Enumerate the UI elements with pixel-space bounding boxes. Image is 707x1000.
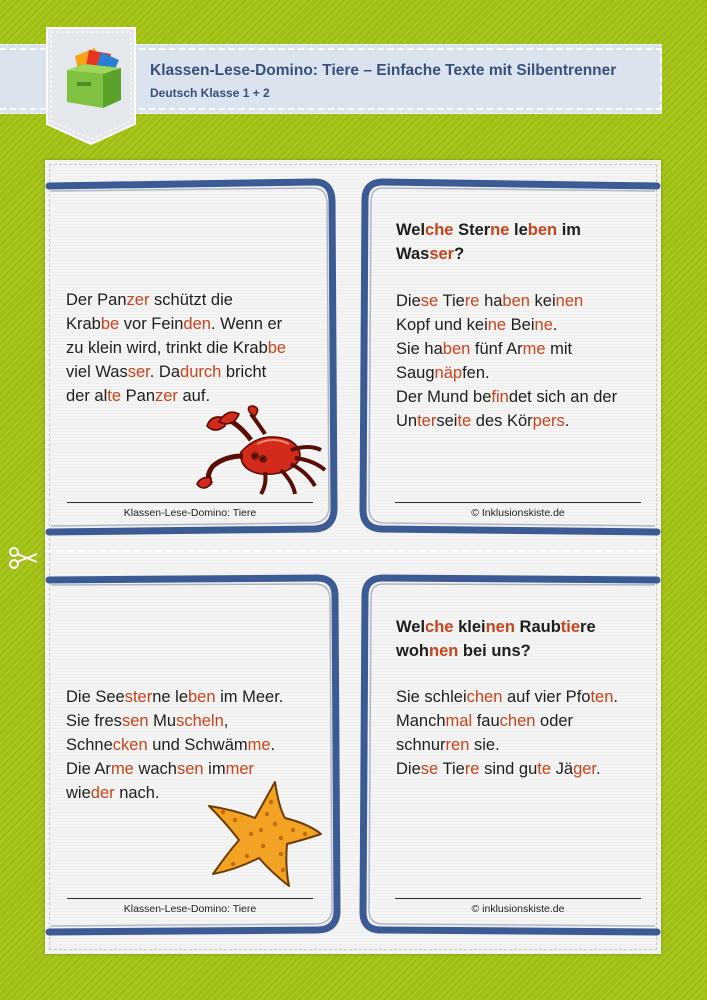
syllable-highlight: te — [537, 760, 552, 778]
text-segment: ? — [454, 245, 465, 263]
text-segment: Die Ar — [66, 760, 111, 778]
syllable-highlight: durch — [180, 363, 222, 381]
text-segment: Die — [396, 760, 421, 778]
text-segment: , — [223, 712, 229, 730]
text-line — [396, 218, 581, 242]
text-segment: schützt die — [149, 291, 233, 309]
syllable-highlight: ben — [527, 221, 558, 239]
text-segment: bricht — [221, 363, 267, 381]
text-line — [396, 313, 617, 337]
text-segment: ha — [479, 292, 503, 310]
text-segment: re — [580, 618, 596, 636]
syllable-highlight: scheln — [176, 712, 224, 730]
text-segment: viel Was — [66, 363, 128, 381]
text-line — [66, 709, 283, 733]
text-segment: . — [270, 736, 276, 754]
syllable-highlight: re — [464, 760, 480, 778]
text-segment: auf. — [177, 387, 211, 405]
text-line — [396, 289, 617, 313]
syllable-highlight: ben — [442, 340, 471, 358]
text-segment: bei uns? — [458, 642, 531, 660]
text-segment: Wel — [396, 618, 426, 636]
syllable-highlight: nen — [485, 618, 515, 636]
syllable-highlight: ne — [490, 221, 510, 239]
text-segment: im Meer. — [215, 688, 284, 706]
text-segment: sind gu — [479, 760, 538, 778]
text-segment: fen. — [462, 364, 490, 382]
card-2-text — [396, 289, 617, 433]
text-line — [66, 733, 283, 757]
text-segment: . — [564, 412, 570, 430]
text-segment: Tie — [438, 292, 465, 310]
text-segment: Raub — [514, 618, 561, 636]
syllable-highlight: ger — [573, 760, 596, 778]
text-line — [396, 639, 596, 663]
text-segment: Pan — [121, 387, 155, 405]
text-segment: im — [203, 760, 226, 778]
syllable-highlight: me — [110, 760, 134, 778]
syllable-highlight: tie — [560, 618, 581, 636]
syllable-highlight: näp — [434, 364, 463, 382]
card-4-footer-rule — [395, 898, 641, 899]
text-line — [396, 242, 581, 266]
syllable-highlight: ne — [487, 316, 507, 334]
syllable-highlight: che — [425, 221, 454, 239]
text-line — [396, 757, 618, 781]
syllable-highlight: ser — [429, 245, 455, 263]
text-line — [396, 337, 617, 361]
syllable-highlight: be — [100, 315, 120, 333]
syllable-highlight: me — [247, 736, 271, 754]
text-segment: und Schwäm — [147, 736, 248, 754]
starfish-illustration — [205, 778, 325, 890]
syllable-highlight: chen — [466, 688, 503, 706]
text-segment: Die See — [66, 688, 125, 706]
logo-ribbon — [45, 26, 137, 146]
card-1-footer: Klassen-Lese-Domino: Tiere — [123, 507, 257, 519]
syllable-highlight: te — [457, 412, 472, 430]
syllable-highlight: ster — [124, 688, 153, 706]
text-segment: woh — [396, 642, 429, 660]
text-segment: zu klein wird, trinkt die Krab — [66, 339, 268, 357]
syllable-highlight: me — [522, 340, 546, 358]
syllable-highlight: re — [464, 292, 480, 310]
syllable-highlight: ter — [417, 412, 437, 430]
syllable-highlight: be — [267, 339, 287, 357]
card-3-footer: Klassen-Lese-Domino: Tiere — [123, 903, 257, 915]
text-segment: oder — [535, 712, 574, 730]
text-line — [396, 615, 596, 639]
text-segment: . — [552, 316, 558, 334]
card-frames — [45, 160, 661, 954]
text-segment: Wel — [396, 221, 426, 239]
text-line — [396, 733, 618, 757]
page-title: Klassen-Lese-Domino: Tiere – Einfache Texte mit Silbentrenner — [150, 62, 617, 79]
text-segment: . Wenn er — [210, 315, 283, 333]
text-segment: fünf Ar — [470, 340, 523, 358]
syllable-highlight: sen — [121, 712, 149, 730]
text-segment: fau — [472, 712, 500, 730]
syllable-highlight: zer — [126, 291, 150, 309]
text-segment: Manch — [396, 712, 446, 730]
syllable-highlight: nen — [555, 292, 584, 310]
text-segment: . — [596, 760, 601, 778]
text-segment: sie. — [469, 736, 500, 754]
syllable-highlight: nen — [429, 642, 459, 660]
text-line — [66, 685, 283, 709]
text-segment: Der Mund be — [396, 388, 492, 406]
text-line — [396, 361, 617, 385]
text-segment: vor Fein — [119, 315, 184, 333]
text-segment: kei — [529, 292, 556, 310]
card-4-question — [396, 615, 596, 663]
syllable-highlight: se — [420, 292, 439, 310]
card-1-text — [66, 288, 286, 408]
syllable-highlight: ben — [188, 688, 216, 706]
card-4-text — [396, 685, 618, 781]
syllable-highlight: den — [183, 315, 211, 333]
text-segment: . Da — [149, 363, 181, 381]
text-segment: des Kör — [471, 412, 533, 430]
text-segment: Sie schlei — [396, 688, 467, 706]
card-2-question — [396, 218, 581, 266]
syllable-highlight: te — [107, 387, 122, 405]
card-1-footer-rule — [67, 502, 313, 503]
scissors-icon — [8, 547, 38, 569]
card-3-footer-rule — [67, 898, 313, 899]
card-4-footer: © inklusionskiste.de — [471, 903, 565, 915]
syllable-highlight: mer — [225, 760, 254, 778]
card-2-footer: © Inklusionskiste.de — [471, 507, 565, 519]
syllable-highlight: mal — [445, 712, 473, 730]
crab-illustration — [191, 404, 331, 496]
text-segment: Jä — [551, 760, 574, 778]
text-line — [66, 312, 286, 336]
syllable-highlight: zer — [155, 387, 178, 405]
text-segment: Saug — [396, 364, 435, 382]
text-line — [396, 685, 618, 709]
syllable-highlight: chen — [499, 712, 536, 730]
text-line — [66, 288, 286, 312]
syllable-highlight: sen — [176, 760, 204, 778]
syllable-highlight: fin — [491, 388, 509, 406]
card-2-footer-rule — [395, 502, 641, 503]
text-segment: Kopf und kei — [396, 316, 488, 334]
text-line — [396, 409, 617, 433]
text-segment: Tie — [438, 760, 465, 778]
text-segment: Was — [396, 245, 430, 263]
text-segment: Die — [396, 292, 421, 310]
text-segment: Sie ha — [396, 340, 443, 358]
text-segment: schnur — [396, 736, 446, 754]
syllable-highlight: ser — [127, 363, 150, 381]
text-segment: wach — [133, 760, 177, 778]
text-segment: Mu — [148, 712, 177, 730]
syllable-highlight: ben — [502, 292, 530, 310]
text-segment: mit — [545, 340, 573, 358]
text-line — [66, 360, 286, 384]
syllable-highlight: pers — [532, 412, 565, 430]
text-segment: Der Pan — [66, 291, 127, 309]
page-subtitle: Deutsch Klasse 1 + 2 — [150, 86, 270, 100]
syllable-highlight: ne — [534, 316, 553, 334]
text-line — [396, 709, 618, 733]
syllable-highlight: cken — [112, 736, 148, 754]
text-segment: Schne — [66, 736, 113, 754]
text-segment: sei — [436, 412, 458, 430]
text-segment: im — [557, 221, 581, 239]
domino-sheet — [45, 160, 661, 954]
text-segment: Ster — [453, 221, 491, 239]
text-segment: auf vier Pfo — [502, 688, 591, 706]
text-segment: Bei — [506, 316, 535, 334]
text-segment: wie — [66, 784, 91, 802]
text-segment: det sich an der — [508, 388, 618, 406]
text-segment: Un — [396, 412, 418, 430]
text-line — [66, 336, 286, 360]
text-line — [396, 385, 617, 409]
text-segment: Krab — [66, 315, 101, 333]
syllable-highlight: der — [90, 784, 115, 802]
text-segment: Sie fres — [66, 712, 122, 730]
text-segment: ne le — [152, 688, 188, 706]
text-segment: le — [509, 221, 528, 239]
text-segment: nach. — [114, 784, 160, 802]
syllable-highlight: ren — [445, 736, 470, 754]
syllable-highlight: ten — [590, 688, 614, 706]
syllable-highlight: se — [420, 760, 439, 778]
text-segment: der al — [66, 387, 108, 405]
text-segment: klei — [453, 618, 486, 636]
syllable-highlight: che — [425, 618, 454, 636]
text-segment: . — [613, 688, 618, 706]
